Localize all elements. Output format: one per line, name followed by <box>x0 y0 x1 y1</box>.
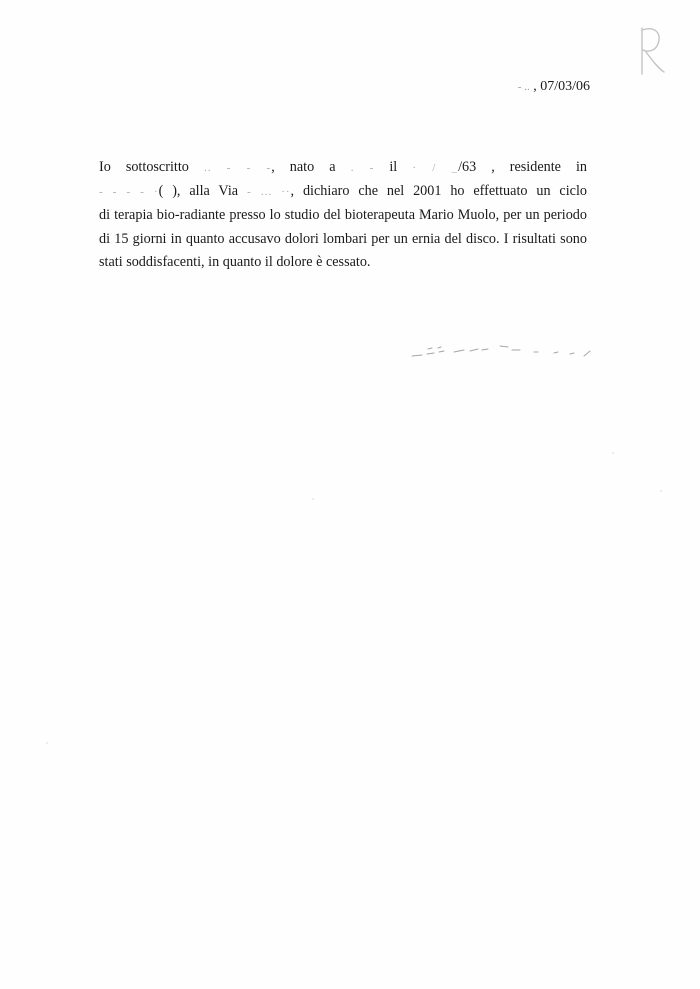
scan-speck <box>612 452 614 454</box>
text-segment: , nato a <box>271 159 336 175</box>
text-segment: di terapia bio-radiante presso lo studio del bioterapeuta Mario Muolo, per un periodo <box>99 207 587 224</box>
text-segment: Io sottoscritto <box>99 159 189 175</box>
text-segment: , dichiaro che nel 2001 ho effettuato un ciclo <box>290 183 587 200</box>
date-value: , 07/03/06 <box>533 79 590 94</box>
redacted-field: - ... ·· <box>238 186 291 199</box>
text-line <box>99 156 587 180</box>
scan-speck <box>46 742 48 744</box>
text-segment: di 15 giorni in quanto accusavo dolori lombari per un ernia del disco. I risultati sono <box>99 230 587 247</box>
text-segment: /63 , residente in <box>458 159 587 175</box>
text-segment: ( ), alla Via <box>158 183 239 200</box>
scan-speck <box>312 498 314 500</box>
text-line <box>99 251 587 274</box>
text-line <box>99 180 587 204</box>
redacted-place: - .. <box>517 80 530 93</box>
redacted-field: · / _ <box>397 162 459 174</box>
text-segment: il <box>374 159 398 175</box>
text-segment: stati soddisfacenti, in quanto il dolore è cessato. <box>99 253 371 270</box>
redacted-field: . - <box>335 162 375 174</box>
scan-speck <box>660 490 662 492</box>
date-line <box>440 79 590 95</box>
redacted-field: .. - - - <box>188 162 272 174</box>
text-line <box>99 228 587 251</box>
declaration-text <box>99 156 587 274</box>
handwritten-mark <box>632 22 672 82</box>
text-line <box>99 204 587 227</box>
redacted-field: - - - - · <box>99 186 159 199</box>
signature-redacted <box>408 336 598 364</box>
